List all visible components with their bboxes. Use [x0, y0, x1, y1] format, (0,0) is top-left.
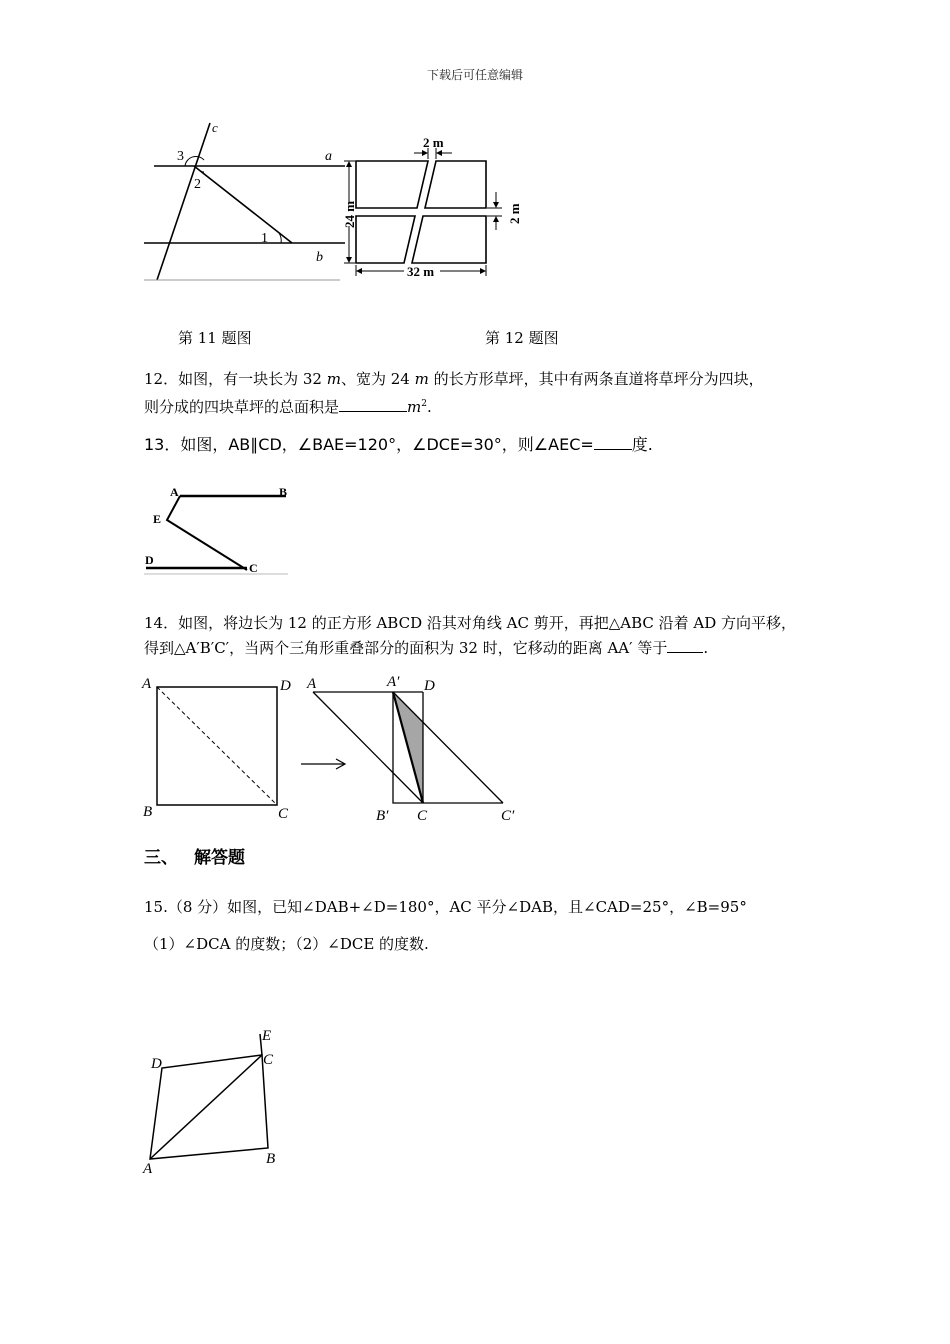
label-D: D: [151, 1056, 162, 1072]
top-arrowhead-left: [422, 150, 428, 156]
label-B: B: [143, 804, 153, 820]
label-E: E: [262, 1028, 272, 1044]
label-B: B: [266, 1151, 276, 1167]
transversal: [194, 166, 292, 243]
label-E: E: [153, 512, 162, 526]
question-12-line-2: [144, 393, 432, 418]
label-a: a: [325, 149, 332, 164]
diagonal-AC: [150, 1055, 262, 1159]
label-A: A: [307, 676, 317, 692]
q13-text-b: 度.: [631, 435, 653, 454]
label-C: C: [278, 806, 289, 822]
label-angle-3: 3: [177, 149, 184, 164]
label-C-prime: C′: [501, 808, 515, 824]
figure-14-left: [140, 670, 300, 825]
q12-answer-blank[interactable]: [339, 397, 407, 412]
height-arrowhead-bottom: [346, 257, 352, 263]
width-arrowhead-left: [356, 268, 362, 274]
line-c: [157, 123, 210, 280]
q14-end: .: [703, 639, 709, 657]
q12-text-d: 则分成的四块草坪的总面积是: [144, 398, 340, 416]
caption-figure-11: 第 11 题图: [178, 329, 252, 347]
section-title: 解答题: [194, 848, 245, 868]
label-A: A: [143, 1161, 153, 1177]
page-header: 下载后可任意编辑: [426, 68, 523, 82]
top-arrowhead-right: [436, 150, 442, 156]
label-C: C: [249, 561, 258, 575]
q14-answer-blank[interactable]: [667, 638, 703, 653]
label-c: c: [212, 120, 218, 135]
label-angle-1: 1: [261, 231, 268, 246]
q14-text-a: 得到△A′B′C′，当两个三角形重叠部分的面积为 32 时，它移动的距离 AA′ 等于: [144, 639, 668, 657]
label-D: D: [280, 678, 291, 694]
height-arrowhead-top: [346, 161, 352, 167]
question-14-line-2: [144, 637, 708, 659]
segments-AEC: [167, 496, 247, 570]
question-12-line-1: [144, 368, 764, 390]
q12-unit-exponent: 2: [421, 399, 427, 409]
q12-text-a: 12．如图，有一块长为 32: [144, 370, 327, 388]
lawn-top-left: [356, 161, 428, 208]
figure-11: [140, 120, 345, 285]
lawn-bottom-right: [412, 216, 486, 263]
label-C: C: [263, 1052, 274, 1068]
q12-text-c: 的长方形草坪，其中有两条直道将草坪分为四块，: [428, 370, 764, 388]
figure-15: [140, 1022, 285, 1182]
label-C: C: [417, 808, 428, 824]
label-angle-2: 2: [194, 177, 201, 192]
question-13: [144, 434, 653, 456]
label-A: A: [142, 676, 152, 692]
right-arrowhead-bottom: [493, 216, 499, 222]
q13-answer-blank[interactable]: [594, 435, 632, 450]
section-number: 三、: [144, 848, 178, 868]
label-b: b: [316, 250, 323, 265]
label-D: D: [424, 678, 435, 694]
q12-text-b: 、宽为 24: [340, 370, 415, 388]
right-arrowhead-top: [493, 202, 499, 208]
label-A-prime: A′: [387, 674, 400, 690]
lawn-top-right: [425, 161, 486, 208]
question-14-line-1: 14．如图，将边长为 12 的正方形 ABCD 沿其对角线 AC 剪开，再把△ABC 沿着 AD 方向平移，: [144, 614, 797, 632]
label-road-right: 2 m: [507, 203, 522, 224]
lawn-bottom-left: [356, 216, 415, 263]
q12-unit: m: [407, 398, 422, 416]
label-D: D: [145, 553, 154, 567]
q12-end: .: [426, 398, 432, 416]
question-15-line-1: 15.（8 分）如图，已知∠DAB+∠D=180°，AC 平分∠DAB，且∠CAD=25°，∠B=95°: [144, 898, 747, 916]
figure-14-right: [300, 670, 530, 825]
q13-text-a: 13．如图，AB∥CD，∠BAE=120°，∠DCE=30°，则∠AEC=: [144, 435, 594, 454]
section-heading: [144, 843, 245, 868]
q12-unit-m-1: m: [326, 370, 341, 388]
label-width: 32 m: [407, 264, 435, 279]
label-road-top: 2 m: [423, 135, 444, 150]
caption-figure-12: 第 12 题图: [485, 329, 559, 347]
question-15-line-2: （1）∠DCA 的度数；（2）∠DCE 的度数.: [144, 935, 429, 953]
figure-13: [142, 482, 292, 577]
label-B-prime: B′: [376, 808, 389, 824]
label-A: A: [170, 485, 179, 499]
width-arrowhead-right: [480, 268, 486, 274]
label-B: B: [279, 485, 288, 499]
q12-unit-m-2: m: [414, 370, 429, 388]
figure-12: [330, 130, 530, 280]
angle-3-arc: [185, 156, 204, 166]
diagonal-AC: [157, 687, 277, 805]
label-height: 24 m: [342, 200, 357, 228]
